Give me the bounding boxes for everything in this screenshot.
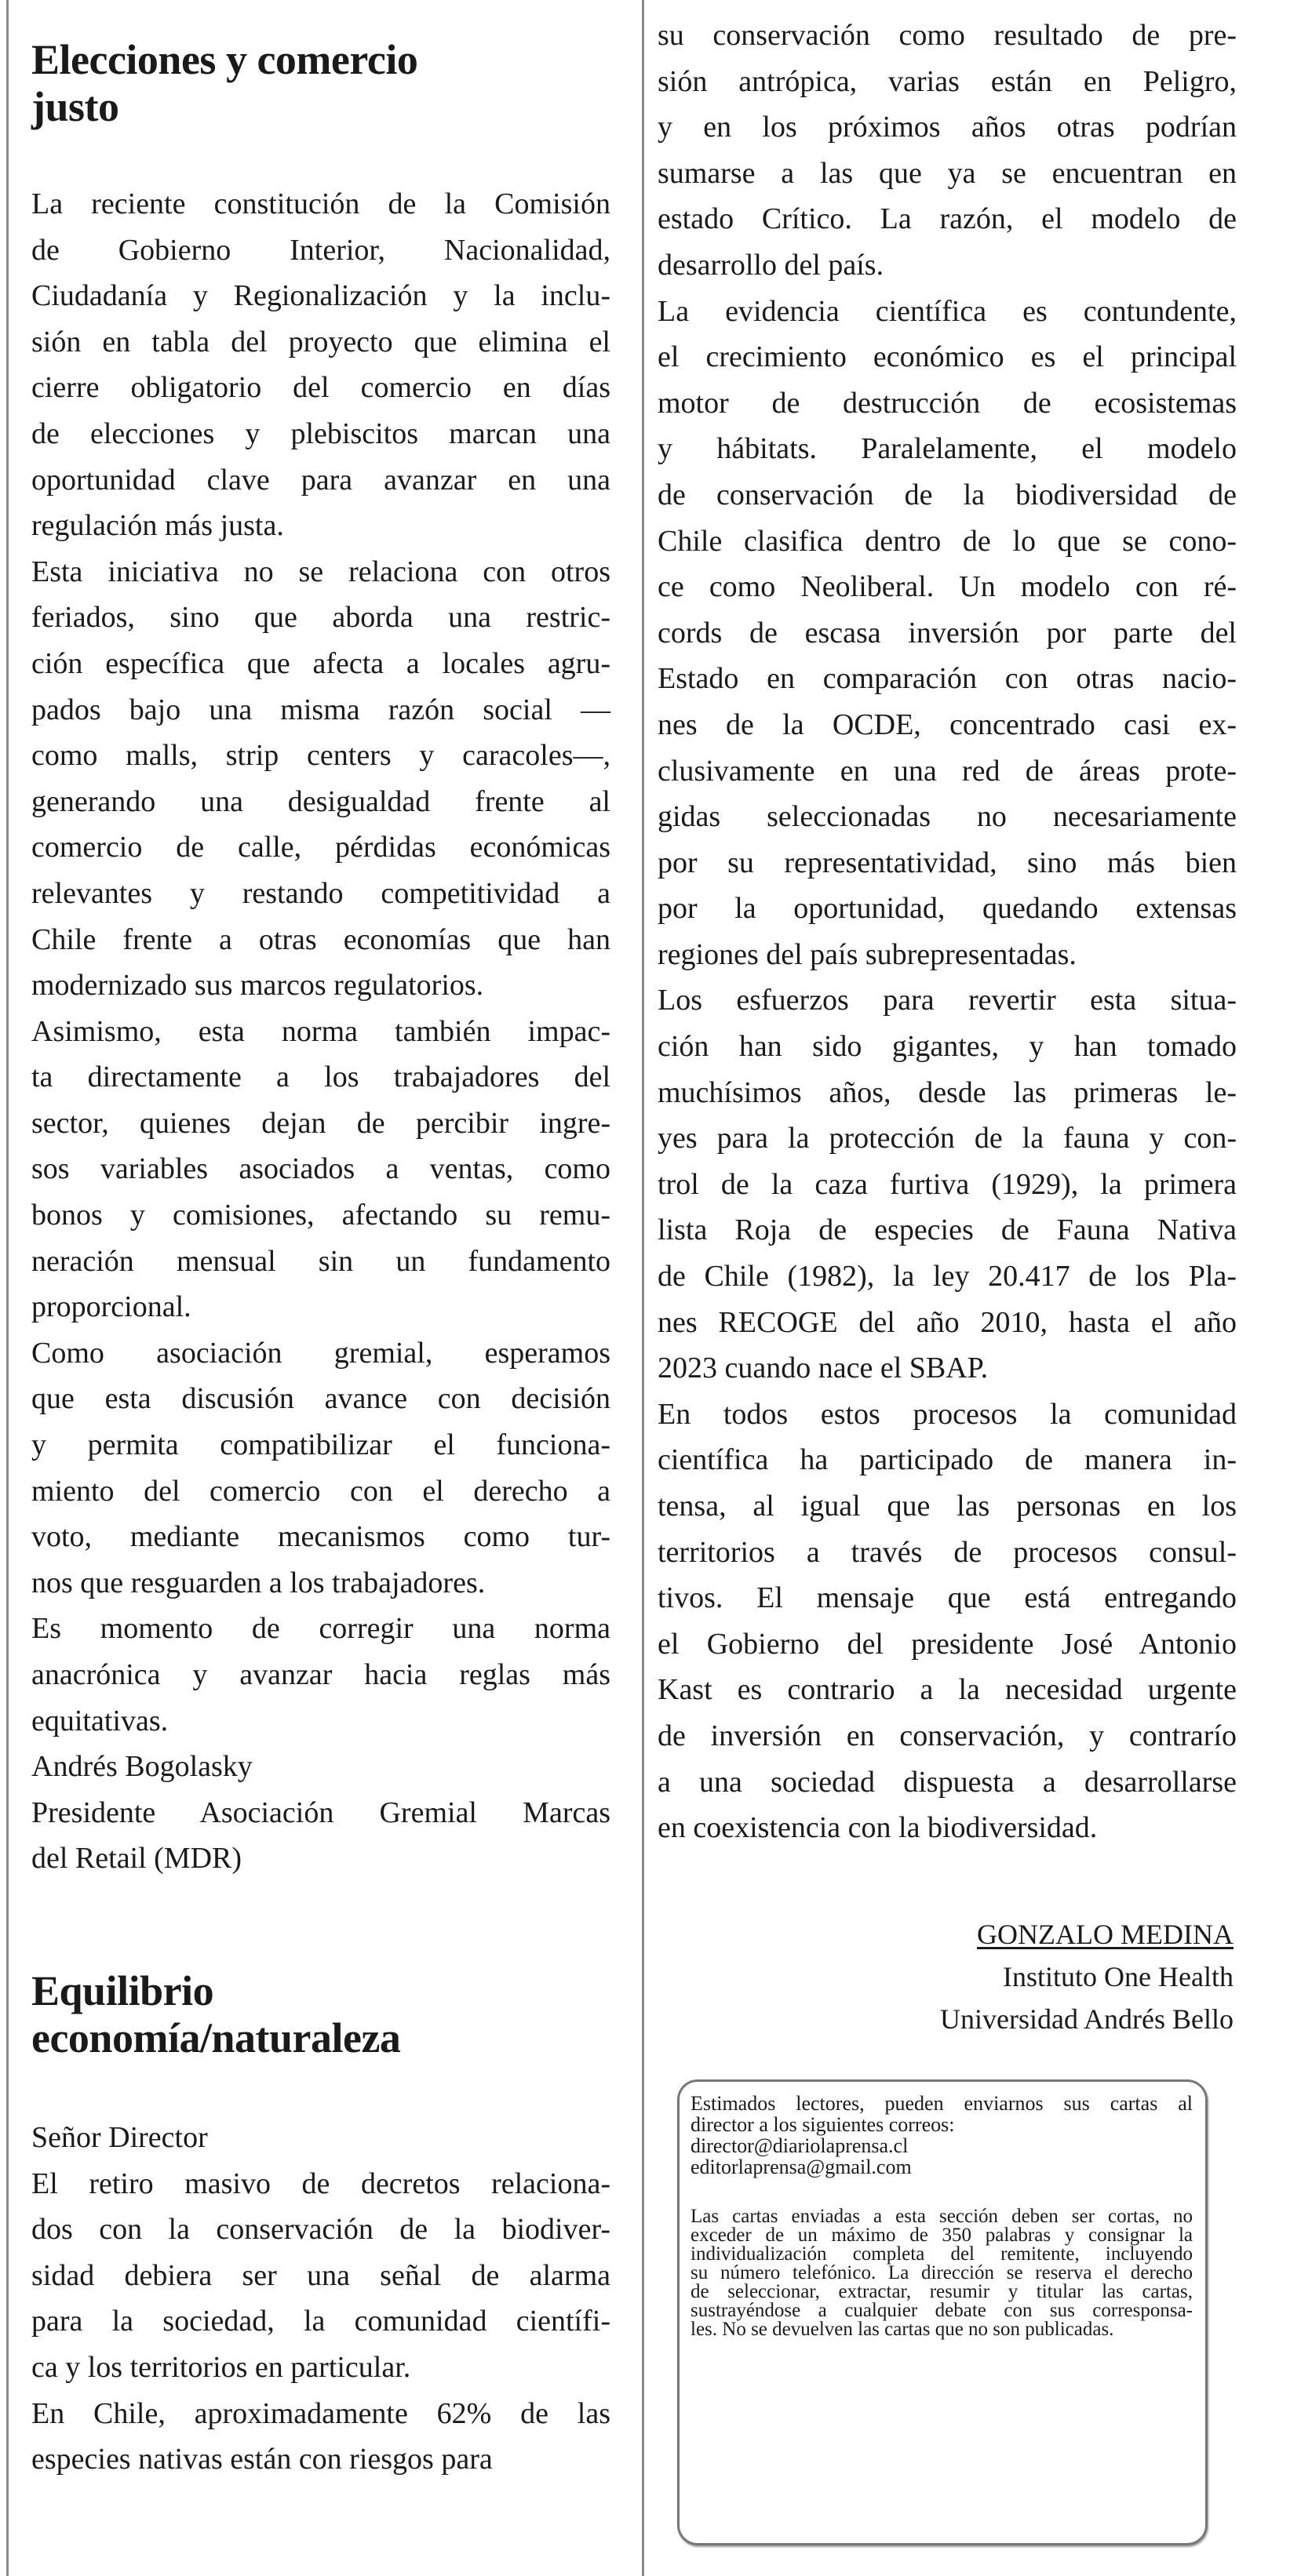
text-line: ta directamente a los trabajadores del (31, 1061, 610, 1094)
text-line: voto, mediante mecanismos como tur- (31, 1520, 610, 1554)
text-line: regiones del país subrepresentadas. (658, 937, 1077, 971)
text-line: desarrollo del país. (658, 248, 884, 282)
text-line: ción han sido gigantes, y han tomado (658, 1030, 1237, 1064)
text-line: modernizado sus marcos regulatorios. (31, 969, 484, 1002)
text-line: ce como Neoliberal. Un modelo con ré- (658, 570, 1237, 604)
text-line: su conservación como resultado de pre- (658, 19, 1237, 52)
letter2-body-left (31, 2115, 610, 2483)
text-line: Los esfuerzos para revertir esta situa- (658, 984, 1237, 1017)
text-line: científica ha participado de manera in- (658, 1443, 1237, 1477)
text-line: como malls, strip centers y caracoles—, (31, 739, 610, 773)
text-line: sumarse a las que ya se encuentran en (658, 156, 1237, 190)
signature-name: GONZALO MEDINA (977, 1919, 1234, 1950)
text-line: les. No se devuelven las cartas que no son publicadas. (691, 2319, 1114, 2340)
text-line: Chile clasifica dentro de lo que se cono- (658, 524, 1237, 558)
info-box-rules (691, 2207, 1193, 2339)
text-line: individualización completa del remitente, incluyendo (691, 2243, 1193, 2265)
text-line: feriados, sino que aborda una restric- (31, 601, 610, 635)
text-line: bonos y comisiones, afectando su remu- (31, 1199, 610, 1232)
text-line: equitativas. (31, 1704, 169, 1737)
text-line: Es momento de corregir una norma (31, 1612, 610, 1646)
text-line: por la oportunidad, quedando extensas (658, 892, 1237, 926)
text-line: cierre obligatorio del comercio en días (31, 371, 610, 405)
text-line: Chile frente a otras economías que han (31, 922, 610, 956)
text-line: Esta iniciativa no se relaciona con otros (31, 555, 610, 588)
text-line: El retiro masivo de decretos relaciona- (31, 2167, 610, 2200)
text-line: y hábitats. Paralelamente, el modelo (658, 432, 1237, 466)
letter2-title-line: Equilibrio (31, 1967, 214, 2014)
text-line: sustrayéndose a cualquier debate con sus corresponsa- (691, 2300, 1193, 2321)
left-column-rule (6, 0, 9, 2576)
letter1-body (31, 181, 610, 1882)
letter2-body-right (658, 13, 1237, 1851)
text-line: sión antrópica, varias están en Peligro, (658, 64, 1237, 98)
text-line: Andrés Bogolasky (31, 1750, 253, 1784)
text-line: nes de la OCDE, concentrado casi ex- (658, 708, 1237, 741)
text-line: motor de destrucción de ecosistemas (658, 386, 1237, 420)
text-line: dos con la conservación de la biodiver- (31, 2213, 610, 2247)
text-line: Kast es contrario a la necesidad urgente (658, 1673, 1237, 1707)
letter2-signature (940, 1913, 1234, 2040)
signature-university: Universidad Andrés Bello (940, 2003, 1234, 2035)
signature-institution: Instituto One Health (1003, 1961, 1234, 1992)
text-line: generando una desigualdad frente al (31, 784, 610, 818)
letter2-title (31, 1967, 612, 2061)
text-line: nos que resguarden a los trabajadores. (31, 1566, 486, 1599)
text-line: a una sociedad dispuesta a desarrollarse (658, 1765, 1237, 1799)
text-line: que esta discusión avance con decisión (31, 1382, 610, 1416)
text-line: clusivamente en una red de áreas prote- (658, 754, 1237, 788)
text-line: director@diariolaprensa.cl (691, 2134, 909, 2157)
text-line: muchísimos años, desde las primeras le- (658, 1075, 1237, 1109)
text-line: oportunidad clave para avanzar en una (31, 463, 610, 497)
column-divider (642, 0, 644, 2576)
text-line: para la sociedad, la comunidad científi- (31, 2305, 610, 2338)
text-line: director a los siguientes correos: (691, 2113, 955, 2136)
text-line: de conservación de la biodiversidad de (658, 478, 1237, 511)
text-line: neración mensual sin un fundamento (31, 1244, 610, 1278)
text-line: su número telefónico. La dirección se reserva el derecho (691, 2262, 1193, 2283)
text-line: comercio de calle, pérdidas económicas (31, 831, 610, 864)
text-line: de Chile (1982), la ley 20.417 de los Pla- (658, 1260, 1237, 1293)
text-line: La evidencia científica es contundente, (658, 294, 1237, 328)
letter1-title-line: justo (31, 83, 119, 130)
text-line: sector, quienes dejan de percibir ingre- (31, 1106, 610, 1140)
text-line: tensa, al igual que las personas en los (658, 1490, 1237, 1523)
text-line: Señor Director (31, 2121, 208, 2154)
text-line: Como asociación gremial, esperamos (31, 1336, 610, 1370)
text-line: nes RECOGE del año 2010, hasta el año (658, 1305, 1237, 1339)
text-line: La reciente constitución de la Comisión (31, 187, 610, 220)
text-line: lista Roja de especies de Fauna Nativa (658, 1213, 1237, 1247)
text-line: Estimados lectores, pueden enviarnos sus cartas al (691, 2092, 1193, 2115)
text-line: del Retail (MDR) (31, 1842, 242, 1876)
text-line: Estado en comparación con otras nacio- (658, 662, 1237, 696)
text-line: yes para la protección de la fauna y con- (658, 1122, 1237, 1155)
text-line: miento del comercio con el derecho a (31, 1474, 610, 1508)
text-line: de seleccionar, extractar, resumir y titular las cartas, (691, 2281, 1193, 2302)
text-line: de Gobierno Interior, Nacionalidad, (31, 233, 610, 267)
text-line: relevantes y restando competitividad a (31, 876, 610, 910)
text-line: de inversión en conservación, y contrarío (658, 1719, 1237, 1752)
text-line: y en los próximos años otras podrían (658, 111, 1237, 144)
text-line: tivos. El mensaje que está entregando (658, 1581, 1237, 1615)
letter1-title-line: Elecciones y comercio (31, 36, 418, 83)
text-line: 2023 cuando nace el SBAP. (658, 1352, 989, 1385)
text-line: pados bajo una misma razón social — (31, 693, 610, 726)
text-line: el Gobierno del presidente José Antonio (658, 1627, 1237, 1661)
text-line: En todos estos procesos la comunidad (658, 1397, 1237, 1431)
text-line: estado Crítico. La razón, el modelo de (658, 202, 1237, 236)
text-line: anacrónica y avanzar hacia reglas más (31, 1658, 610, 1691)
text-line: especies nativas están con riesgos para (31, 2443, 493, 2476)
text-line: sos variables asociados a ventas, como (31, 1152, 610, 1186)
text-line: sión en tabla del proyecto que elimina el (31, 325, 610, 358)
text-line: gidas seleccionadas no necesariamente (658, 800, 1237, 834)
text-line: y permita compatibilizar el funciona- (31, 1428, 610, 1462)
text-line: ca y los territorios en particular. (31, 2350, 411, 2384)
text-line: editorlaprensa@gmail.com (691, 2156, 912, 2178)
text-line: territorios a través de procesos consul- (658, 1535, 1237, 1569)
text-line: Presidente Asociación Gremial Marcas (31, 1796, 610, 1829)
text-line: En Chile, aproximadamente 62% de las (31, 2396, 610, 2430)
text-line: en coexistencia con la biodiversidad. (658, 1811, 1098, 1845)
text-line: ción específica que afecta a locales agru- (31, 646, 610, 680)
text-line: cords de escasa inversión por parte del (658, 616, 1237, 649)
text-line: Ciudadanía y Regionalización y la inclu- (31, 279, 610, 313)
text-line: trol de la caza furtiva (1929), la primera (658, 1167, 1237, 1201)
text-line: Asimismo, esta norma también impac- (31, 1014, 610, 1048)
text-line: regulación más justa. (31, 509, 284, 543)
text-line: por su representatividad, sino más bien (658, 846, 1237, 879)
letter1-title (31, 36, 612, 130)
text-line: sidad debiera ser una señal de alarma (31, 2258, 610, 2292)
letter2-title-line: economía/naturaleza (31, 2014, 401, 2061)
text-line: de elecciones y plebiscitos marcan una (31, 417, 610, 450)
text-line: exceder de un máximo de 350 palabras y consignar la (691, 2225, 1193, 2246)
text-line: Las cartas enviadas a esta sección deben ser cortas, no (691, 2206, 1193, 2227)
info-box-intro (691, 2093, 1193, 2178)
text-line: proporcional. (31, 1290, 191, 1324)
text-line: el crecimiento económico es el principal (658, 340, 1237, 374)
